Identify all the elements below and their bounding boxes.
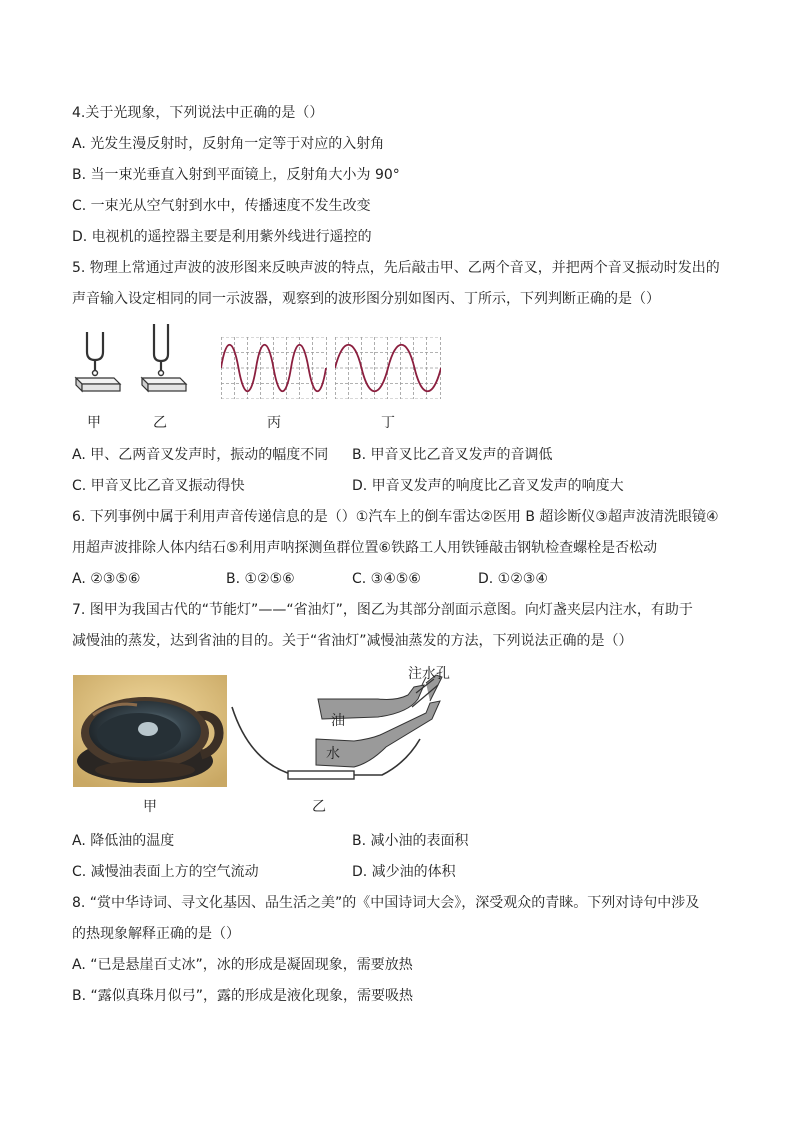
- q5-option-b: B. 甲音叉比乙音叉发声的音调低: [352, 447, 553, 463]
- oil-lamp-cross-section: [230, 667, 464, 791]
- q7-option-c: C. 减慢油表面上方的空气流动: [72, 864, 259, 880]
- waveform-bing-figure: [221, 337, 327, 399]
- inlet-label: 注水孔: [408, 666, 450, 682]
- figure-label-jia: 甲: [87, 415, 101, 431]
- q7-option-a: A. 降低油的温度: [72, 833, 175, 849]
- q6-option-d: D. ①②③④: [478, 571, 548, 587]
- waveform-ding-figure: [335, 337, 441, 399]
- figure-label-jia-photo: 甲: [143, 799, 157, 815]
- figure-label-ding: 丁: [381, 415, 395, 431]
- q4-option-c: C. 一束光从空气射到水中，传播速度不发生改变: [72, 198, 371, 214]
- q5-stem-line2: 声音输入设定相同的同一示波器，观察到的波形图分别如图丙、丁所示，下列判断正确的是（）: [72, 291, 660, 307]
- q6-option-a: A. ②③⑤⑥: [72, 571, 141, 587]
- q4-stem: 4.关于光现象，下列说法中正确的是（）: [72, 105, 324, 121]
- q6-stem-line1: 6. 下列事例中属于利用声音传递信息的是（）①汽车上的倒车雷达②医用 B 超诊断仪③超声波清洗眼镜④: [72, 509, 719, 525]
- q5-option-d: D. 甲音叉发声的响度比乙音叉发声的响度大: [352, 478, 624, 494]
- tuning-fork-yi-figure: [134, 322, 190, 396]
- q7-option-d: D. 减少油的体积: [352, 864, 456, 880]
- figure-label-bing: 丙: [267, 415, 281, 431]
- q7-stem-line2: 减慢油的蒸发，达到省油的目的。关于“省油灯”减慢油蒸发的方法，下列说法正确的是（）: [72, 633, 633, 649]
- q8-option-b: B. “露似真珠月似弓”，露的形成是液化现象，需要吸热: [72, 988, 414, 1004]
- q8-stem-line1: 8. “赏中华诗词、寻文化基因、品生活之美”的《中国诗词大会》，深受观众的青睐。下列对诗句中涉及: [72, 895, 700, 911]
- q5-stem-line1: 5. 物理上常通过声波的波形图来反映声波的特点，先后敲击甲、乙两个音叉，并把两个音叉振动时发出的: [72, 260, 720, 276]
- q7-option-b: B. 减小油的表面积: [352, 833, 469, 849]
- q6-option-c: C. ③④⑤⑥: [352, 571, 421, 587]
- q8-stem-line2: 的热现象解释正确的是（）: [72, 926, 240, 942]
- q8-option-a: A. “已是悬崖百丈冰”，冰的形成是凝固现象，需要放热: [72, 957, 413, 973]
- q4-option-b: B. 当一束光垂直入射到平面镜上，反射角大小为 90°: [72, 167, 400, 183]
- q7-stem-line1: 7. 图甲为我国古代的“节能灯”——“省油灯”，图乙为其部分剖面示意图。向灯盏夹层内注水，有助于: [72, 602, 693, 618]
- q6-option-b: B. ①②⑤⑥: [226, 571, 295, 587]
- q6-stem-line2: 用超声波排除人体内结石⑤利用声呐探测鱼群位置⑥铁路工人用铁锤敲击钢轨检查螺栓是否松动: [72, 540, 658, 556]
- oil-lamp-photo: [73, 675, 227, 787]
- figure-label-yi: 乙: [153, 415, 167, 431]
- tuning-fork-jia-figure: [70, 328, 122, 396]
- q4-option-a: A. 光发生漫反射时，反射角一定等于对应的入射角: [72, 136, 385, 152]
- water-layer-label: 水: [326, 746, 340, 762]
- q5-option-c: C. 甲音叉比乙音叉振动得快: [72, 478, 245, 494]
- q5-option-a: A. 甲、乙两音叉发声时，振动的幅度不同: [72, 447, 329, 463]
- figure-label-yi-diagram: 乙: [312, 799, 326, 815]
- q4-option-d: D. 电视机的遥控器主要是利用紫外线进行遥控的: [72, 229, 372, 245]
- oil-layer-label: 油: [331, 713, 345, 729]
